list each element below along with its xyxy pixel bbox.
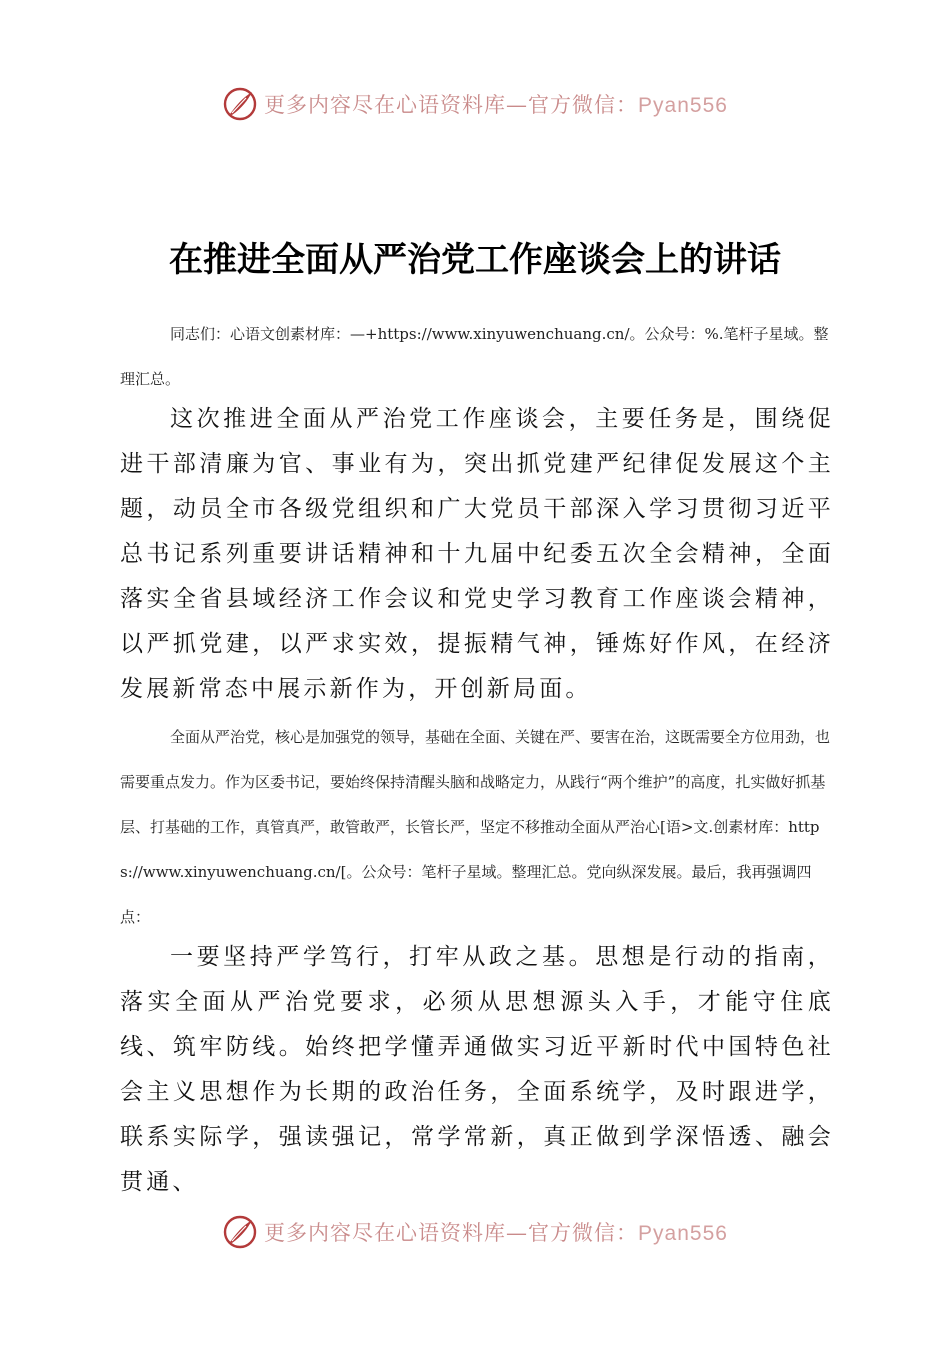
watermark-wechat-id: Pyan556 xyxy=(638,1222,728,1245)
paragraph-point-one: 一要坚持严学笃行，打牢从政之基。思想是行动的指南，落实全面从严治党要求，必须从思想源头入手，才能守住底线、筑牢防线。始终把学懂弄通做实习近平新时代中国特色社会主义思想作为长期的政治任务，全面系统学，及时跟进学，联系实际学，强读强记，常学常新，真正做到学深悟透、融会贯通、 xyxy=(120,944,834,1195)
watermark-main-text: 更多内容尽在心语资料库—官方微信： xyxy=(264,93,639,117)
watermark-text xyxy=(264,89,728,119)
watermark-footer xyxy=(0,1210,950,1254)
quill-logo-icon xyxy=(222,1214,258,1250)
paragraph-greeting: 同志们：心语文创素材库：—+https://www.xinyuwenchuang.cn/。公众号：%.笔杆子星域。整理汇总。 xyxy=(120,325,829,388)
watermark-main-text: 更多内容尽在心语资料库—官方微信： xyxy=(264,1221,639,1245)
paragraph-intro: 这次推进全面从严治党工作座谈会，主要任务是，围绕促进干部清廉为官、事业有为，突出抓党建严纪律促发展这个主题，动员全市各级党组织和广大党员干部深入学习贯彻习近平总书记系列重要讲话精神和十九届中纪委五次全会精神，全面落实全省县域经济工作会议和党史学习教育工作座谈会精神，以严抓党建，以严求实效，提振精气神，锤炼好作风，在经济发展新常态中展示新作为，开创新局面。 xyxy=(120,406,834,702)
watermark-text xyxy=(264,1217,728,1247)
watermark-wechat-id: Pyan556 xyxy=(638,94,728,117)
document-title: 在推进全面从严治党工作座谈会上的讲话 xyxy=(169,240,781,280)
watermark-header xyxy=(0,82,950,126)
quill-logo-icon xyxy=(222,86,258,122)
paragraph-core: 全面从严治党，核心是加强党的领导，基础在全面、关键在严、要害在治，这既需要全方位用劲，也需要重点发力。作为区委书记，要始终保持清醒头脑和战略定力，从践行“两个维护”的高度，扎实做好抓基层、打基础的工作，真管真严，敢管敢严，长管长严，坚定不移推动全面从严治心[语>文.创素材库：https://www.xinyuwenchuang.cn/[。公众号：笔杆子星域。整理汇总。党向纵深发展。最后，我再强调四点： xyxy=(120,728,831,926)
